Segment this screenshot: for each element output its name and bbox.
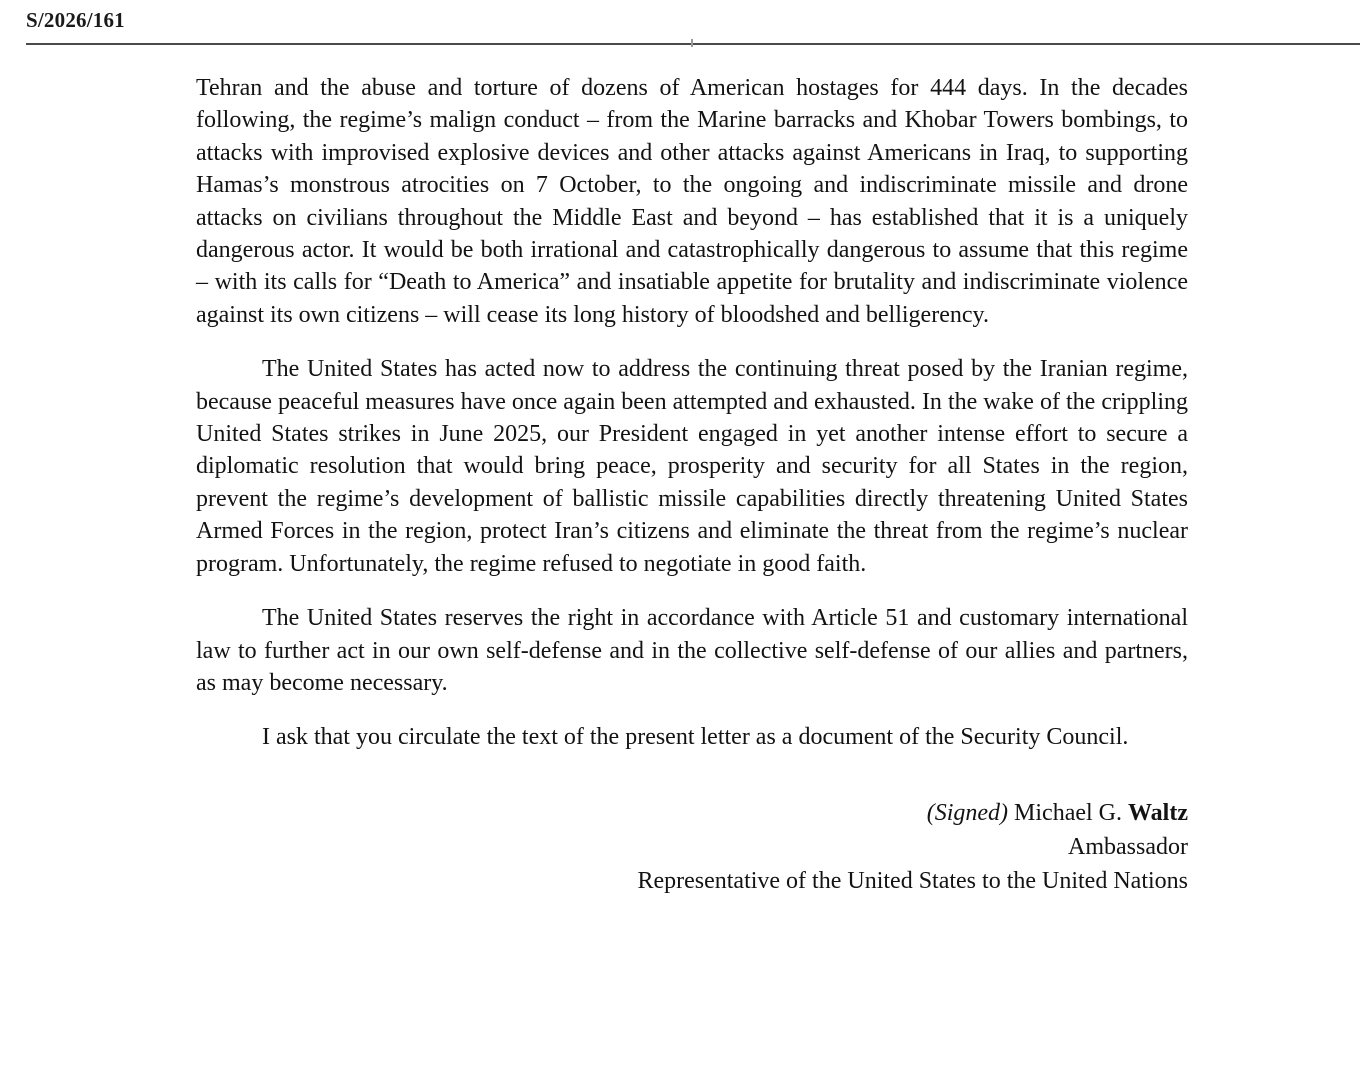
paragraph-acted-now: The United States has acted now to address the continuing threat posed by the Iranian regime, because peaceful measures have once again been attempted and exhausted. In the wake of the crippling United States strikes in June 2025, our President engaged in yet another intense effort to secure a diplomatic resolution that would bring peace, prosperity and security for all States in the region, prevent the regime’s development of ballistic missile capabilities directly threatening United States Armed Forces in the region, protect Iran’s citizens and eliminate the threat from the regime’s nuclear program. Unfortunately, the regime refused to negotiate in good faith. [196, 356, 1188, 577]
signed-label: (Signed) [926, 799, 1009, 826]
paragraph-article-51: The United States reserves the right in accordance with Article 51 and customary international law to further act in our own self-defense and in the collective self-defense of our allies and partners, as may become necessary. [196, 605, 1188, 696]
header-divider-rule [26, 43, 1360, 45]
signer-role: Representative of the United States to the United Nations [637, 867, 1188, 894]
signer-surname: Waltz [1128, 799, 1188, 826]
paragraph-circulate-request: I ask that you circulate the text of the present letter as a document of the Security Council. [262, 724, 1129, 751]
letter-body [196, 72, 1188, 898]
signer-given-name: Michael G. [1008, 799, 1128, 826]
signer-title: Ambassador [1068, 833, 1188, 860]
header-scan-artifact-tick [691, 39, 693, 47]
signature-line [196, 796, 1188, 830]
paragraph-continuation: Tehran and the abuse and torture of dozens of American hostages for 444 days. In the decades following, the regime’s malign conduct – from the Marine barracks and Khobar Towers bombings, to attacks with improvised explosive devices and other attacks against Americans in Iraq, to supporting Hamas’s monstrous atrocities on 7 October, to the ongoing and indiscriminate missile and drone attacks on civilians throughout the Middle East and beyond – has established that it is a uniquely dangerous actor. It would be both irrational and catastrophically dangerous to assume that this regime – with its calls for “Death to America” and insatiable appetite for brutality and indiscriminate violence against its own citizens – will cease its long history of bloodshed and belligerency. [196, 75, 1188, 328]
signature-block [196, 796, 1188, 898]
document-symbol: S/2026/161 [26, 8, 125, 32]
